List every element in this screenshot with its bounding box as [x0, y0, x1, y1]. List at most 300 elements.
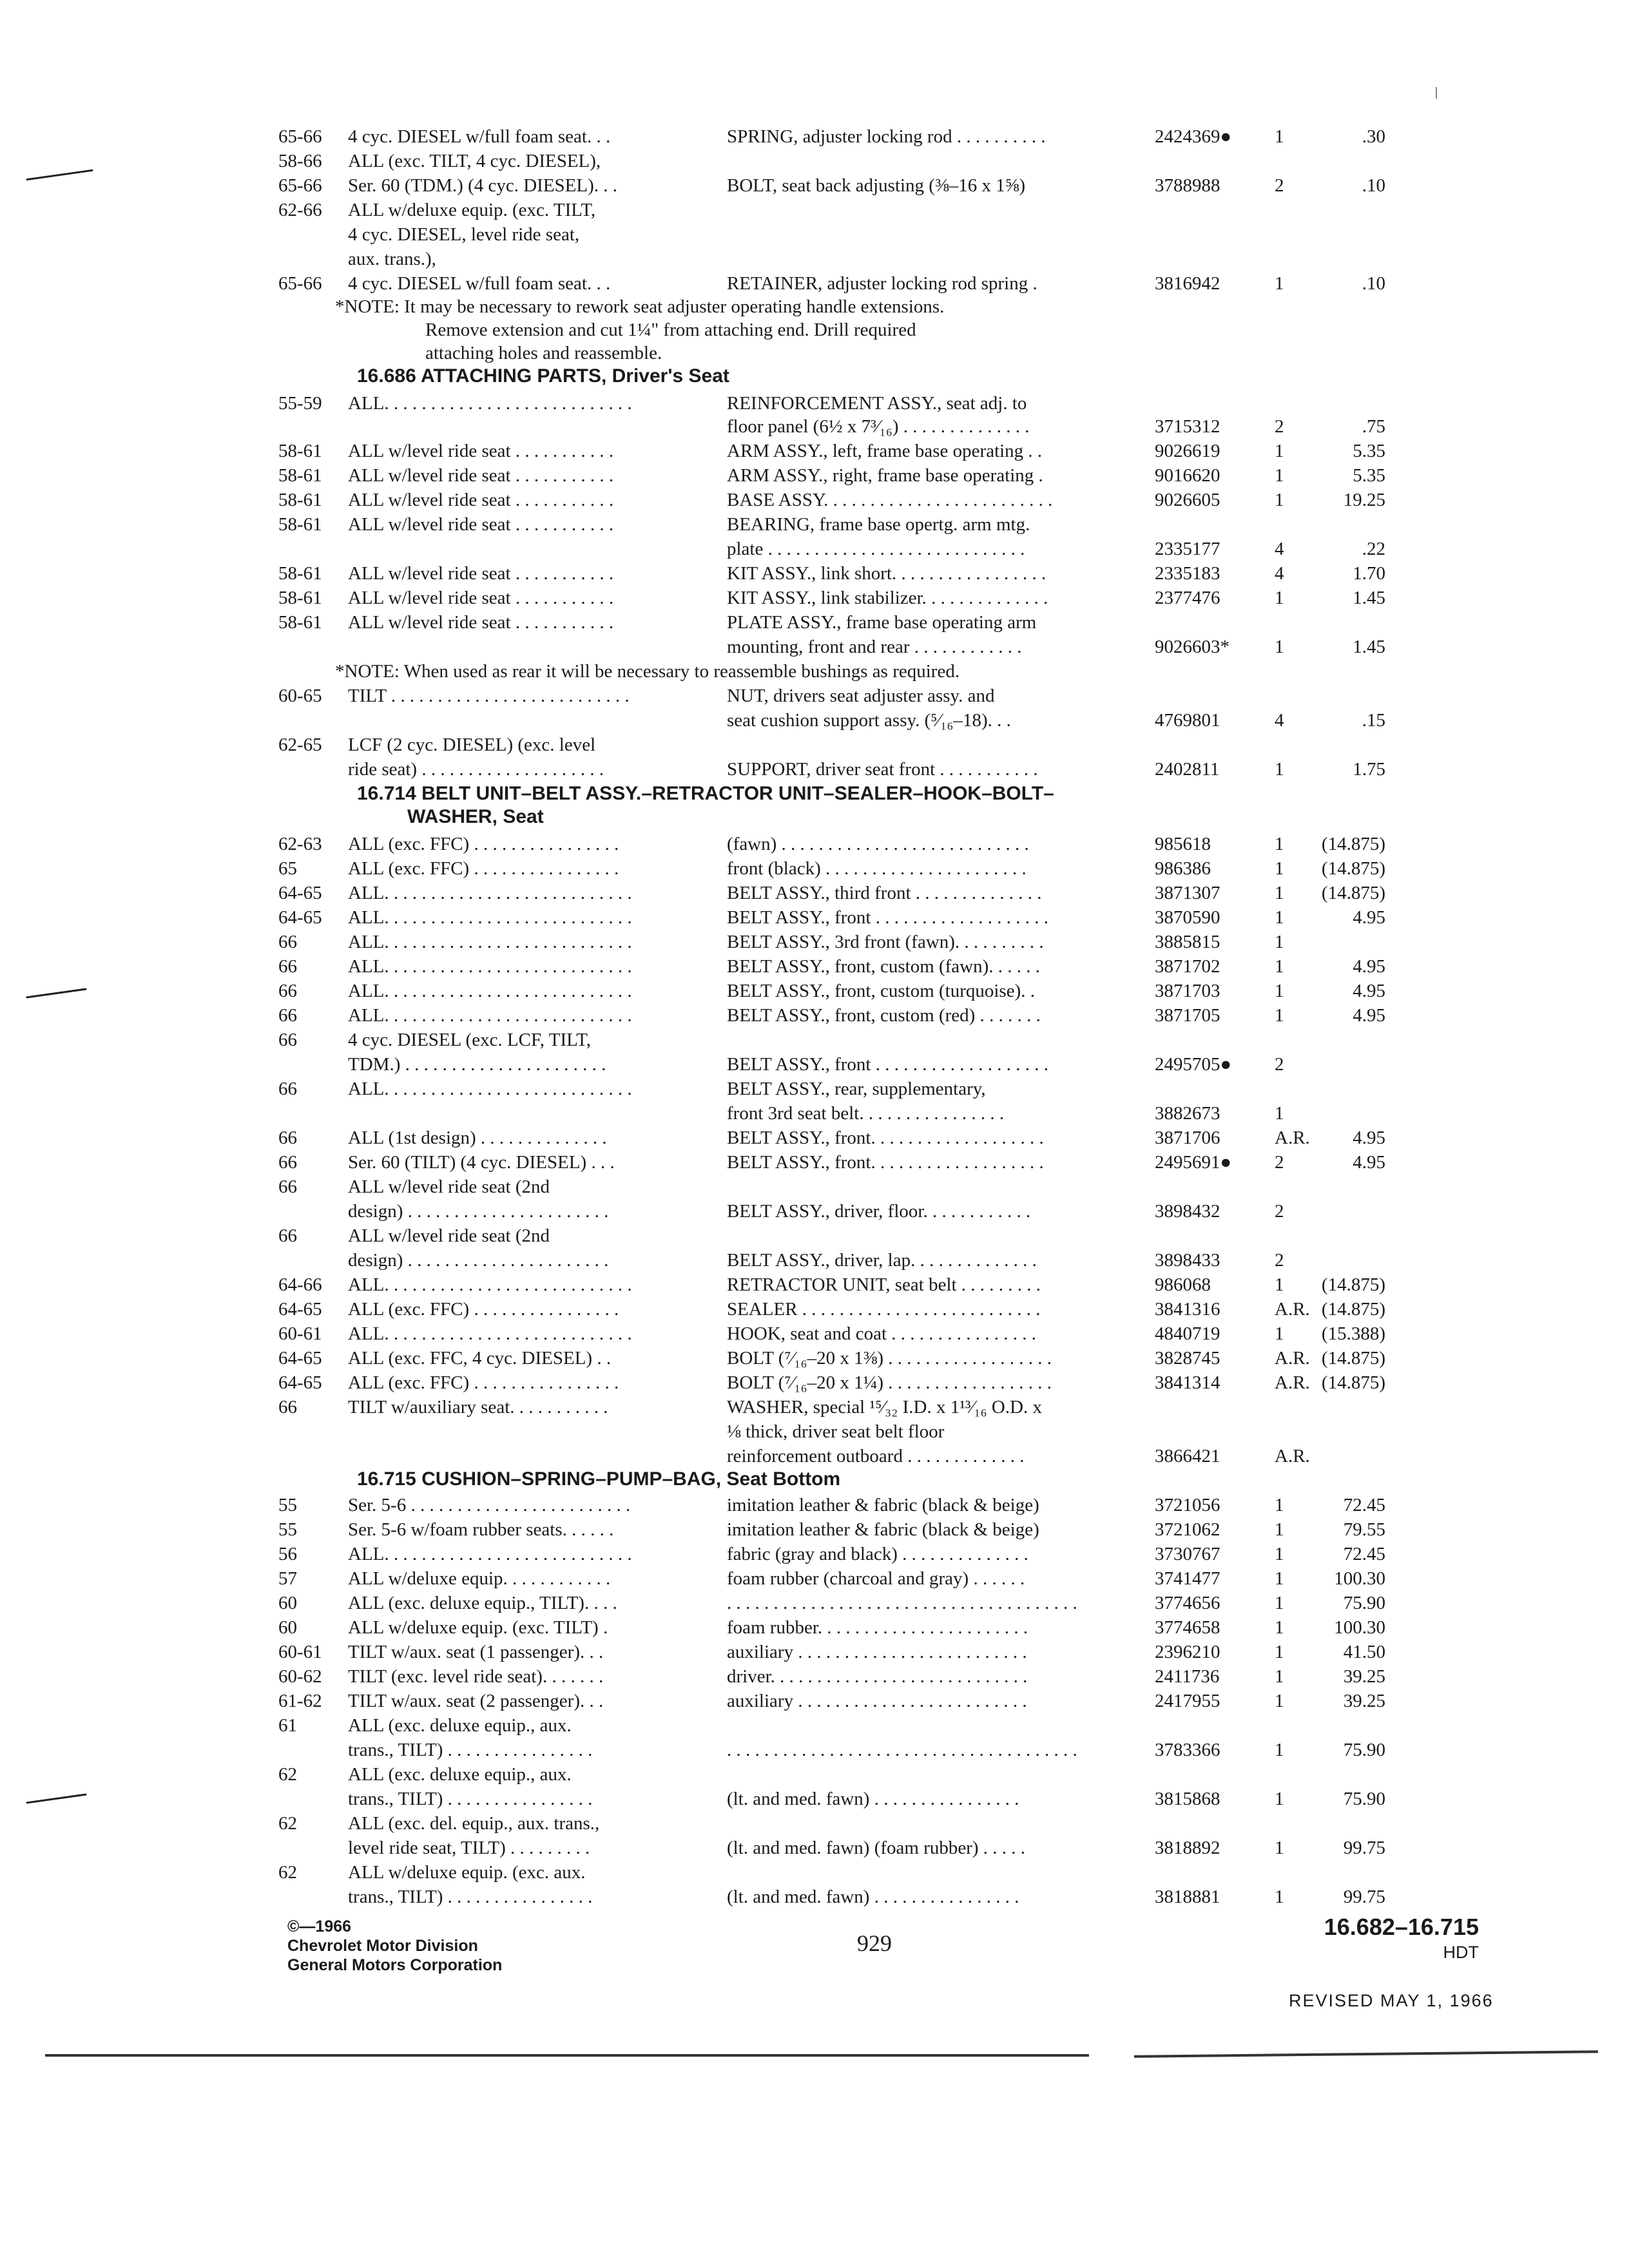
part-number: 9016620 [1155, 465, 1220, 486]
application: ALL w/level ride seat . . . . . . . . . . . [348, 563, 614, 584]
description: BASE ASSY. . . . . . . . . . . . . . . . . . . . . . . . . [727, 490, 1053, 510]
parts-row [0, 1517, 1629, 1542]
quantity: A.R. [1275, 1128, 1310, 1148]
year: 62-65 [278, 735, 322, 755]
application: ALL (exc. TILT, 4 cyc. DIESEL), [348, 151, 601, 171]
year: 58-61 [278, 588, 322, 608]
part-number: 3774656 [1155, 1593, 1220, 1613]
application: ALL. . . . . . . . . . . . . . . . . . . . . . . . . . . [348, 907, 632, 928]
price: 39.25 [1343, 1691, 1385, 1711]
parts-row [0, 684, 1629, 708]
part-number: 986386 [1155, 858, 1211, 879]
description: BELT ASSY., front. . . . . . . . . . . . . . . . . . . [727, 1152, 1044, 1173]
parts-row [0, 198, 1629, 222]
year: 66 [278, 1005, 297, 1026]
description: KIT ASSY., link short. . . . . . . . . . . . . . . . . [727, 563, 1046, 584]
price: (14.875) [1321, 834, 1385, 854]
application: ALL (exc. deluxe equip., aux. [348, 1764, 572, 1785]
parts-row [0, 414, 1629, 439]
application: 4 cyc. DIESEL w/full foam seat. . . [348, 273, 611, 294]
year: 58-61 [278, 441, 322, 461]
part-number: 3715312 [1155, 416, 1220, 437]
description: foam rubber. . . . . . . . . . . . . . . . . . . . . . . [727, 1617, 1028, 1638]
price: (15.388) [1321, 1323, 1385, 1344]
price: 1.45 [1353, 588, 1385, 608]
quantity: A.R. [1275, 1299, 1310, 1320]
parts-row [0, 1126, 1629, 1150]
application: ALL (1st design) . . . . . . . . . . . . . . [348, 1128, 607, 1148]
application: aux. trans.), [348, 249, 436, 269]
parts-row [0, 537, 1629, 561]
application: ALL. . . . . . . . . . . . . . . . . . . . . . . . . . . [348, 981, 632, 1001]
application: ALL w/deluxe equip. (exc. TILT, [348, 200, 596, 220]
price: (14.875) [1321, 883, 1385, 903]
parts-row [0, 1077, 1629, 1101]
description: BELT ASSY., front, custom (red) . . . . . . . [727, 1005, 1041, 1026]
description: BELT ASSY., 3rd front (fawn). . . . . . . . . . [727, 932, 1044, 952]
part-number: 4840719 [1155, 1323, 1220, 1344]
company-name: Chevrolet Motor Division [287, 1937, 478, 1955]
bottom-rule [1134, 2050, 1598, 2058]
quantity: 1 [1275, 932, 1284, 952]
year: 65-66 [278, 175, 322, 196]
quantity: 1 [1275, 441, 1284, 461]
quantity: 2 [1275, 416, 1284, 437]
parts-row [0, 1052, 1629, 1077]
description: BOLT, seat back adjusting (⅜–16 x 1⅝) [727, 175, 1026, 196]
part-number: 3828745 [1155, 1348, 1220, 1369]
parts-row [0, 1224, 1629, 1248]
description: front 3rd seat belt. . . . . . . . . . . . . . . . [727, 1103, 1005, 1124]
year: 65-66 [278, 126, 322, 147]
quantity: 4 [1275, 563, 1284, 584]
parts-row [0, 1738, 1629, 1762]
description: floor panel (6½ x 7³⁄₁₆) . . . . . . . . . . . . . . [727, 416, 1030, 437]
price: .10 [1362, 175, 1385, 196]
parts-row [0, 1028, 1629, 1052]
quantity: 1 [1275, 490, 1284, 510]
parts-row [0, 1346, 1629, 1370]
year: 58-61 [278, 514, 322, 535]
part-number: 3871705 [1155, 1005, 1220, 1026]
parts-row [0, 271, 1629, 296]
quantity: 2 [1275, 1201, 1284, 1222]
parts-row [0, 1003, 1629, 1028]
price: 1.70 [1353, 563, 1385, 584]
parts-row [0, 1248, 1629, 1273]
part-number: 3783366 [1155, 1740, 1220, 1760]
description: BOLT (⁷⁄₁₆–20 x 1¼) . . . . . . . . . . . . . . . . . . [727, 1372, 1052, 1393]
quantity: 1 [1275, 1495, 1284, 1515]
part-number: 2411736 [1155, 1666, 1220, 1687]
year: 64-65 [278, 1299, 322, 1320]
price: 99.75 [1343, 1887, 1385, 1907]
description: BELT ASSY., front . . . . . . . . . . . . . . . . . . . [727, 1054, 1048, 1075]
description: BELT ASSY., rear, supplementary, [727, 1079, 986, 1099]
parts-row [0, 1297, 1629, 1321]
application: ALL. . . . . . . . . . . . . . . . . . . . . . . . . . . [348, 956, 632, 977]
price: 72.45 [1343, 1544, 1385, 1564]
application: ride seat) . . . . . . . . . . . . . . . . . . . . [348, 759, 604, 780]
parts-row [0, 832, 1629, 856]
parts-row [0, 1566, 1629, 1591]
application: ALL. . . . . . . . . . . . . . . . . . . . . . . . . . . [348, 1323, 632, 1344]
application: ALL w/level ride seat (2nd [348, 1177, 550, 1197]
parts-row [0, 512, 1629, 537]
quantity: 2 [1275, 175, 1284, 196]
part-number: 2377476 [1155, 588, 1220, 608]
quantity: 1 [1275, 1666, 1284, 1687]
description: BELT ASSY., front. . . . . . . . . . . . . . . . . . . [727, 1128, 1044, 1148]
description: RETRACTOR UNIT, seat belt . . . . . . . . . [727, 1274, 1041, 1295]
year: 64-65 [278, 1372, 322, 1393]
application: Ser. 5-6 . . . . . . . . . . . . . . . . . . . . . . . . [348, 1495, 631, 1515]
price: .22 [1362, 539, 1385, 559]
quantity: 2 [1275, 1152, 1284, 1173]
quantity: 1 [1275, 1519, 1284, 1540]
price: 99.75 [1343, 1838, 1385, 1858]
part-number: 3774658 [1155, 1617, 1220, 1638]
part-number: 2495705● [1155, 1054, 1232, 1075]
parts-row [0, 439, 1629, 463]
application: 4 cyc. DIESEL, level ride seat, [348, 224, 580, 245]
bottom-rule [45, 2054, 1089, 2057]
quantity: 1 [1275, 1691, 1284, 1711]
quantity: 1 [1275, 1005, 1284, 1026]
parts-row [0, 1640, 1629, 1664]
page-number: 929 [857, 1930, 892, 1956]
price: .15 [1362, 710, 1385, 731]
price: (14.875) [1321, 1274, 1385, 1295]
part-number: 2335177 [1155, 539, 1220, 559]
parts-row [0, 124, 1629, 149]
part-number: 3871307 [1155, 883, 1220, 903]
parts-row [0, 1101, 1629, 1126]
application: ALL (exc. FFC) . . . . . . . . . . . . . . . . [348, 858, 619, 879]
note-text: attaching holes and reassemble. [425, 343, 662, 363]
parts-row [0, 1273, 1629, 1297]
application: ALL w/level ride seat . . . . . . . . . . . [348, 490, 614, 510]
year: 56 [278, 1544, 297, 1564]
quantity: 1 [1275, 637, 1284, 657]
revised-date: REVISED MAY 1, 1966 [1289, 1991, 1494, 2010]
application: ALL w/level ride seat . . . . . . . . . . . [348, 612, 614, 633]
application: Ser. 60 (TDM.) (4 cyc. DIESEL). . . [348, 175, 617, 196]
part-number: 2424369● [1155, 126, 1232, 147]
parts-row [0, 930, 1629, 954]
year: 66 [278, 956, 297, 977]
application: TILT w/auxiliary seat. . . . . . . . . . . [348, 1397, 608, 1418]
description: . . . . . . . . . . . . . . . . . . . . . . . . . . . . . . . . . . . . . . [727, 1593, 1077, 1613]
description: auxiliary . . . . . . . . . . . . . . . . . . . . . . . . . [727, 1642, 1027, 1662]
price: 4.95 [1353, 956, 1385, 977]
section-heading: 16.715 CUSHION–SPRING–PUMP–BAG, Seat Bottom [357, 1468, 841, 1490]
quantity: 1 [1275, 1617, 1284, 1638]
parts-row [0, 979, 1629, 1003]
year: 64-66 [278, 1274, 322, 1295]
parts-row [0, 856, 1629, 881]
year: 60-61 [278, 1642, 322, 1662]
parts-row [0, 757, 1629, 782]
part-number: 3898433 [1155, 1250, 1220, 1271]
parts-row [0, 1615, 1629, 1640]
application: TILT w/aux. seat (2 passenger). . . [348, 1691, 604, 1711]
application: design) . . . . . . . . . . . . . . . . . . . . . . [348, 1250, 609, 1271]
description: PLATE ASSY., frame base operating arm [727, 612, 1037, 633]
quantity: 1 [1275, 126, 1284, 147]
section-heading: 16.686 ATTACHING PARTS, Driver's Seat [357, 365, 729, 387]
part-number: 2335183 [1155, 563, 1220, 584]
year: 66 [278, 1177, 297, 1197]
application: TILT . . . . . . . . . . . . . . . . . . . . . . . . . . [348, 686, 630, 706]
part-number: 2402811 [1155, 759, 1220, 780]
application: trans., TILT) . . . . . . . . . . . . . . . . [348, 1740, 593, 1760]
year: 55-59 [278, 393, 322, 414]
parts-row [0, 1713, 1629, 1738]
quantity: A.R. [1275, 1348, 1310, 1369]
application: ALL w/level ride seat (2nd [348, 1225, 550, 1246]
description: BEARING, frame base opertg. arm mtg. [727, 514, 1030, 535]
part-number: 3818881 [1155, 1887, 1220, 1907]
part-number: 986068 [1155, 1274, 1211, 1295]
year: 66 [278, 1152, 297, 1173]
parts-row [0, 1493, 1629, 1517]
part-number: 3788988 [1155, 175, 1220, 196]
description: plate . . . . . . . . . . . . . . . . . . . . . . . . . . . . [727, 539, 1025, 559]
application: ALL w/deluxe equip. (exc. TILT) . [348, 1617, 608, 1638]
year: 66 [278, 932, 297, 952]
description: (fawn) . . . . . . . . . . . . . . . . . . . . . . . . . . . [727, 834, 1029, 854]
price: 41.50 [1343, 1642, 1385, 1662]
price: 100.30 [1334, 1617, 1385, 1638]
year: 55 [278, 1495, 297, 1515]
description: SUPPORT, driver seat front . . . . . . . . . . . [727, 759, 1038, 780]
description: BELT ASSY., third front . . . . . . . . . . . . . . [727, 883, 1042, 903]
copyright: ©—1966 [287, 1917, 352, 1936]
description: ARM ASSY., right, frame base operating . [727, 465, 1043, 486]
copyright-block [287, 1917, 502, 1975]
application: ALL (exc. FFC, 4 cyc. DIESEL) . . [348, 1348, 612, 1369]
note-text: Remove extension and cut 1¼" from attaching end. Drill required [425, 320, 916, 340]
price: 75.90 [1343, 1740, 1385, 1760]
application: ALL (exc. del. equip., aux. trans., [348, 1813, 600, 1834]
price: 19.25 [1343, 490, 1385, 510]
note-text: *NOTE: When used as rear it will be necessary to reassemble bushings as required. [335, 661, 960, 682]
description: KIT ASSY., link stabilizer. . . . . . . . . . . . . . [727, 588, 1048, 608]
parts-row [0, 1444, 1629, 1468]
part-number: 3871703 [1155, 981, 1220, 1001]
application: 4 cyc. DIESEL w/full foam seat. . . [348, 126, 611, 147]
price: 100.30 [1334, 1568, 1385, 1589]
note-text: *NOTE: It may be necessary to rework seat adjuster operating handle extensions. [335, 296, 945, 317]
parts-row [0, 149, 1629, 173]
quantity: 1 [1275, 883, 1284, 903]
quantity: 1 [1275, 858, 1284, 879]
quantity: 1 [1275, 1323, 1284, 1344]
description: REINFORCEMENT ASSY., seat adj. to [727, 393, 1027, 414]
year: 62 [278, 1764, 297, 1785]
parts-row [0, 1395, 1629, 1419]
description: BELT ASSY., front . . . . . . . . . . . . . . . . . . . [727, 907, 1048, 928]
price: .75 [1362, 416, 1385, 437]
application: ALL w/level ride seat . . . . . . . . . . . [348, 441, 614, 461]
quantity: 1 [1275, 1887, 1284, 1907]
price: 5.35 [1353, 441, 1385, 461]
part-number: 9026603* [1155, 637, 1229, 657]
part-number: 3871702 [1155, 956, 1220, 977]
description: HOOK, seat and coat . . . . . . . . . . . . . . . . [727, 1323, 1037, 1344]
part-number: 3841316 [1155, 1299, 1220, 1320]
application: ALL. . . . . . . . . . . . . . . . . . . . . . . . . . . [348, 1079, 632, 1099]
year: 64-65 [278, 883, 322, 903]
parts-row [0, 173, 1629, 198]
quantity: 1 [1275, 1593, 1284, 1613]
application: ALL (exc. FFC) . . . . . . . . . . . . . . . . [348, 1299, 619, 1320]
year: 66 [278, 1397, 297, 1418]
application: TDM.) . . . . . . . . . . . . . . . . . . . . . . [348, 1054, 606, 1075]
part-number: 985618 [1155, 834, 1211, 854]
year: 66 [278, 1030, 297, 1050]
description: BOLT (⁷⁄₁₆–20 x 1⅜) . . . . . . . . . . . . . . . . . . [727, 1348, 1052, 1369]
price: 79.55 [1343, 1519, 1385, 1540]
quantity: 1 [1275, 1274, 1284, 1295]
part-number: 3882673 [1155, 1103, 1220, 1124]
year: 60-65 [278, 686, 322, 706]
application: TILT w/aux. seat (1 passenger). . . [348, 1642, 604, 1662]
year: 58-61 [278, 465, 322, 486]
price: 4.95 [1353, 981, 1385, 1001]
part-number: 3730767 [1155, 1544, 1220, 1564]
parts-row [0, 1321, 1629, 1346]
description: ⅛ thick, driver seat belt floor [727, 1421, 945, 1442]
year: 60 [278, 1593, 297, 1613]
price: 5.35 [1353, 465, 1385, 486]
quantity: 2 [1275, 1054, 1284, 1075]
description: (lt. and med. fawn) . . . . . . . . . . . . . . . . [727, 1789, 1019, 1809]
quantity: 1 [1275, 956, 1284, 977]
quantity: 1 [1275, 759, 1284, 780]
part-number: 4769801 [1155, 710, 1220, 731]
part-number: 3818892 [1155, 1838, 1220, 1858]
quantity: 4 [1275, 539, 1284, 559]
application: ALL (exc. deluxe equip., TILT). . . . [348, 1593, 617, 1613]
quantity: 1 [1275, 588, 1284, 608]
parts-row [0, 610, 1629, 635]
application: 4 cyc. DIESEL (exc. LCF, TILT, [348, 1030, 592, 1050]
parts-row [0, 1836, 1629, 1860]
year: 64-65 [278, 907, 322, 928]
parts-row [0, 1591, 1629, 1615]
description: front (black) . . . . . . . . . . . . . . . . . . . . . . [727, 858, 1027, 879]
application: trans., TILT) . . . . . . . . . . . . . . . . [348, 1887, 593, 1907]
year: 58-61 [278, 612, 322, 633]
description: RETAINER, adjuster locking rod spring . [727, 273, 1037, 294]
quantity: 1 [1275, 907, 1284, 928]
parts-row [0, 1150, 1629, 1175]
price: 75.90 [1343, 1789, 1385, 1809]
quantity: 1 [1275, 834, 1284, 854]
part-number: 3815868 [1155, 1789, 1220, 1809]
description: SEALER . . . . . . . . . . . . . . . . . . . . . . . . . . [727, 1299, 1041, 1320]
quantity: 2 [1275, 1250, 1284, 1271]
description: imitation leather & fabric (black & beige) [727, 1495, 1039, 1515]
quantity: 1 [1275, 1642, 1284, 1662]
application: TILT (exc. level ride seat). . . . . . . [348, 1666, 604, 1687]
quantity: A.R. [1275, 1372, 1310, 1393]
part-number: 3721062 [1155, 1519, 1220, 1540]
year: 65 [278, 858, 297, 879]
year: 65-66 [278, 273, 322, 294]
parts-row [0, 881, 1629, 905]
year: 58-66 [278, 151, 322, 171]
quantity: 1 [1275, 465, 1284, 486]
price: 72.45 [1343, 1495, 1385, 1515]
parts-row [0, 1370, 1629, 1395]
year: 62-66 [278, 200, 322, 220]
year: 61 [278, 1715, 297, 1736]
year: 60-61 [278, 1323, 322, 1344]
part-number: 3841314 [1155, 1372, 1220, 1393]
part-number: 3885815 [1155, 932, 1220, 952]
parts-row [0, 1811, 1629, 1836]
year: 62 [278, 1862, 297, 1883]
price: (14.875) [1321, 1299, 1385, 1320]
application: ALL. . . . . . . . . . . . . . . . . . . . . . . . . . . [348, 932, 632, 952]
description: mounting, front and rear . . . . . . . . . . . . [727, 637, 1022, 657]
quantity: 1 [1275, 1740, 1284, 1760]
part-number: 3816942 [1155, 273, 1220, 294]
year: 62 [278, 1813, 297, 1834]
parts-row [0, 1885, 1629, 1909]
part-number: 2396210 [1155, 1642, 1220, 1662]
quantity: 1 [1275, 1838, 1284, 1858]
application: design) . . . . . . . . . . . . . . . . . . . . . . [348, 1201, 609, 1222]
parts-row [0, 247, 1629, 271]
application: Ser. 60 (TILT) (4 cyc. DIESEL) . . . [348, 1152, 615, 1173]
description: reinforcement outboard . . . . . . . . . . . . . [727, 1446, 1025, 1466]
parts-row [0, 488, 1629, 512]
application: ALL (exc. deluxe equip., aux. [348, 1715, 572, 1736]
application: ALL. . . . . . . . . . . . . . . . . . . . . . . . . . . [348, 1544, 632, 1564]
description: SPRING, adjuster locking rod . . . . . . . . . . [727, 126, 1046, 147]
parts-row [0, 708, 1629, 733]
application: ALL. . . . . . . . . . . . . . . . . . . . . . . . . . . [348, 1274, 632, 1295]
description: auxiliary . . . . . . . . . . . . . . . . . . . . . . . . . [727, 1691, 1027, 1711]
quantity: 1 [1275, 1544, 1284, 1564]
part-number: 3866421 [1155, 1446, 1220, 1466]
year: 57 [278, 1568, 297, 1589]
part-number: 2495691● [1155, 1152, 1232, 1173]
description: (lt. and med. fawn) (foam rubber) . . . . . [727, 1838, 1026, 1858]
description: WASHER, special ¹⁵⁄₃₂ I.D. x 1¹³⁄₁₆ O.D. x [727, 1397, 1043, 1418]
price: 4.95 [1353, 1128, 1385, 1148]
parts-row [0, 954, 1629, 979]
application: ALL w/deluxe equip. . . . . . . . . . . . [348, 1568, 611, 1589]
price: .30 [1362, 126, 1385, 147]
description: . . . . . . . . . . . . . . . . . . . . . . . . . . . . . . . . . . . . . . [727, 1740, 1077, 1760]
parts-row [0, 222, 1629, 247]
year: 55 [278, 1519, 297, 1540]
section-range: 16.682–16.715 [1324, 1914, 1479, 1940]
price: .10 [1362, 273, 1385, 294]
application: ALL. . . . . . . . . . . . . . . . . . . . . . . . . . . [348, 883, 632, 903]
quantity: 1 [1275, 981, 1284, 1001]
application: level ride seat, TILT) . . . . . . . . . [348, 1838, 590, 1858]
parts-row [0, 905, 1629, 930]
application: ALL (exc. FFC) . . . . . . . . . . . . . . . . [348, 1372, 619, 1393]
price: 4.95 [1353, 1152, 1385, 1173]
parts-row [0, 1860, 1629, 1885]
